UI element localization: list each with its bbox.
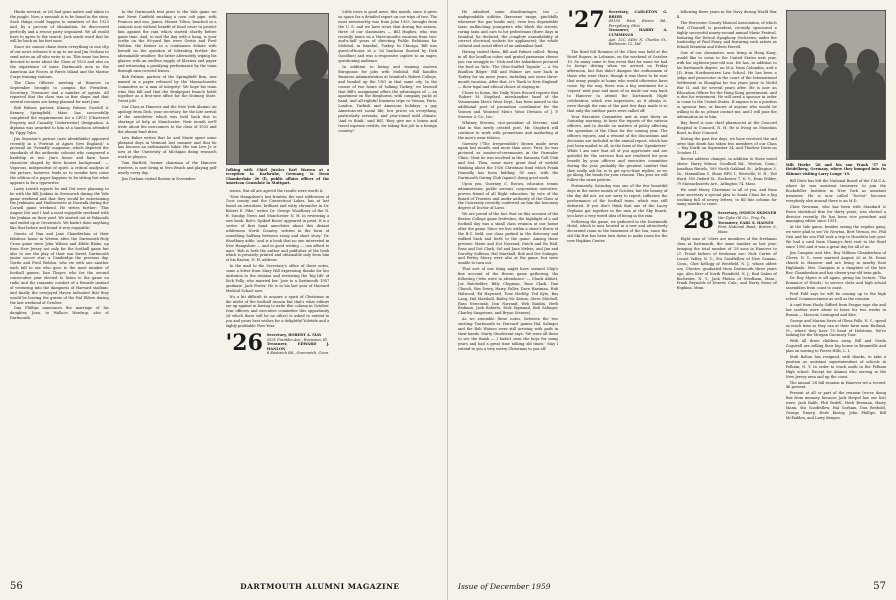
paragraph: Guerney ('The Irrepressible') Brown made news again last month, and more than once. First, he was pictured as master-of-ceremonies in the Parmalee Clinic. Next he was involved in the Sarasota Golf Club and lost. Then, some more great deal of wishful thinking about the 1926 Christmas fund which Frank Donnelly has been bidding. Of ours, with the Dartmouth Outing Club (again!) doing good work.: [458, 141, 559, 180]
paragraph: At the Yale game, besides seeing the regular gang, we were glad to see Vic Newton, Bert Vernon, etc. Phil Orsi and his son Phil took a trip to Honolulu last year. We had a card from Champ's first visit to the Bowl since 1950 and it was a great day for all of us.: [785, 225, 886, 249]
paragraph: Our Class in Hanover and the New York Alumni: an apology from Dick, your secretary, for the late arrival of the newsletter which was held back due to shortage of help at Manchester. Next month we'll write about the newcomers to the class of 1925 and the alumni fund drive.: [117, 105, 217, 134]
paragraph: George and Marion Davis of Glens Falls, N. Y., spend as much time as they can at their farm near Rutland, Vt., where they have 75 head of Holsteins. We're looking for the Morgan Guernsey Tour.: [785, 318, 886, 338]
paragraph: Recent address changes, in addition to those noted above: Harry Mitnor, Goodhall Rd., Weston, Conn.; Jonathan Rintels, 509 North Oakland St., Arlington 3, Va.; Maxmillian C. Shaw, RFD 1, Westville, N. H.; Ted Ward, 555 Oxford St., Rochester 7, N. Y.; Evan Wilder, 79 Massachusetts Ave., Arlington 74, Mass.: [676, 157, 777, 186]
paragraph: Jim Gorham visited Boston in November.: [121, 176, 196, 181]
issue-label: Issue of December 1959: [458, 582, 551, 591]
paragraph: following three years in the Navy during World War II.: [676, 10, 777, 19]
paragraph: Dr. Roy Myers is off again, giving his lecture, 'The Romance of Woods,' to service clubs and high school assemblies from coast to coast.: [785, 276, 886, 291]
left-col-4: [338, 10, 437, 578]
paragraph: Your Executive Committee met at nine thirty on Saturday morning, to hear the reports of the various officers, and to decide on matters of policy affecting the operation of the Class for the coming year. The officers reports, and a résumé of the discussions and decisions are included in the annual report, which has just been mailed to all, in the form of the 'Speaketeer.' While I am sure that all of you appreciate and are grateful for the services that are rendered for your benefit by your officers and executive committee during the year, probably the greatest comfort that they really ask for, is to get up-to-time replies, as we go along, the heads for your reunion. This year we will follow the same pattern.: [567, 114, 668, 183]
right-footer: [458, 581, 886, 592]
paragraph: During the past few days, we have received the sad news that death has taken two members of our Class — Ray Dorth on September 24, and Thurlow Davis on October 11.: [676, 136, 777, 156]
paragraph: Eight sons of '28ers are members of the freshman class at Dartmouth, the same number as last year, bringing the total number of '28 sons in Hanover to 27. Proud fathers of freshmen are: Nick Carter of Locust Valley, N. Y.; Stu Goodfellow of New Canaan, Conn.; Chet Kellogg of Westfield, N. J., whose oldest son, Chester, graduated from Dartmouth three years ago; Alec Kerr of North Plainfield, N. J.; Bud Oakes of Rochester, N. Y.; Jack Phelan of Needham, Mass.; Frank Reynolds of Denver, Colo.; and Harry Stone of Hopkins, Minn.: [676, 237, 777, 291]
paragraph: issues. But all are agreed the results were worth it.: [229, 188, 324, 193]
paragraph: Bob Palmer, partner, Kinney, Palmer, Goodell & Kenney, Springfield, Mass. has successfully completed the requirements for a CPCU (Chartered Property and Casualty Underwriter) designation. A diploma was awarded to him at a luncheon attended by Tippy Tyler.: [10, 106, 109, 135]
paragraph: One of our classmates, now living in Hong Kong, would like to come to the United States next year, with his eighteen-year-old son. He has, in addition to his Dartmouth degree, an M.A. from Columbia, and a J.D. from Northwestern Law School. He has been a judge and prosecutor in the court of the International Settlement in Shanghai for ten years prior to World War II, and for several years after. He is now an Education Officer for the Hong Kong government, and is due for retirement. He will need a sponsor in order to come to the United States. If anyone is in a position to sponsor him, or knows of anyone who would be willing to do so, please contact me, and I will pass the information on to him.: [676, 51, 777, 120]
paragraph: Whitney Stevens, vice-president of Stevens, said that in this newly created post, Mr. Stopford will continue to work with promotions and marketing of the men's wear fabrics.: [458, 120, 559, 140]
paragraph: Having visited them, Bill and Palmer called: 'Being in all the bouillon cubes and grated parmesan cheese you can smuggle in.' Dick and the Asbarkinos pictured the food as Yule: 'The Ohio-Stuffed Topside' — a 'No Bouillon Bilger.' Bill and Palmer are now back in Turkey for six more years, including one more three-month vacation. After that, it's 'Back to New England' — their legal and ethical choice of staying in.: [458, 50, 559, 89]
paragraph: Stub Bolton has resigned, with thanks, to take a position as assistant superintendent of schools in Pelham, N. Y. In order to teach math in the Pelham High school. Except for Alumni who serving in the New Jersey area and up the coast.: [785, 355, 886, 379]
class-number: '27: [567, 10, 605, 33]
paragraph: Dan Phillips announces the marriage of his daughter, Joan, to Wallace Wardrop, also of Dartmouth.: [10, 306, 109, 321]
class-officers: Secretary, CARLETON G. BRIER 49150 West Rivers Rd., Perrysburg, Ohio Treasurer, HARRY A. CUMMINGS Apt. 12C, 6400 N. Charles St., Baltimore 12, Md.: [608, 10, 668, 47]
paragraph: Present at all or part of the reunion (we're doing this from memory because Jack Herpel has our list) were: Jack Babb, Phil Bedell, Herb Brennan, Harry Mann, Stu Goodfellow, Hal Gorham, Don Beehold, George Emery, Herb Kinsey, John Phillips, Bill McFadden, and Larry Kenyon.: [785, 391, 886, 420]
paragraph: It's a bit difficult to acquire a spirit of Christmas in the midst of the football season but that's what editors are up against in having to write this column in October. Your officers and executive committee this opportunity (of which there will be no other) is asked to extend to you and yours best wishes for a delightful Yuletide and a highly profitable New Year.: [225, 294, 330, 329]
class-officers: Secretary, ROBERT A. MAY 5501 Franklin Ave., Evanston, Ill. Treasurer, EDWARD J. HANLON 8 Eastwich Rd., Greenwich, Conn.: [266, 333, 330, 356]
class-number: '28: [676, 208, 714, 235]
paragraph: Jim Campion and Mrs. Roy William Chamberlain of Clover, N. Y., were married August 20 at St. Denis church in Hanover and are living in nearby East Highlands. Mrs. Campion is a daughter of the late Rev. Chamberlain and has eleven-year-old twin girls.: [785, 250, 886, 275]
paragraph: The third fall Reunion of the Class was held at the Hotel Rogers, in Lebanon, on the weekend of October 10. So many came to this event that for some we had to forego driving when we arrived on Friday afternoon, but this didn't dampen the enthusiasm of those who were there, though it was there to be sure that many people at home who would otherwise have come. By the way, there was a big sentiment for a 'repeat' next year and most of us made our way back to Hanover to attend the Dartmouth Night celebration, which was impressive, as it always is, even though the rain of the past few days made it so that only the outdoor parts were called off.: [567, 49, 668, 113]
paragraph: Since we cannot chase down everything in one clip of our news releases it is up to me and Jim Gorham to send notes on all who write to us. This issue has been devoted to news about the Class of 1925 and also on the experience of some Dartmouth men in the American Air Forces at Parris Island and the Marine Corps training stations.: [10, 45, 109, 79]
paragraph: In the Dartmouth tent prior to the Yale game we met Newt Canfield smoking a corn cob pipe, with Frances and son, James. Homer Tilton, beached in a raincoat now without benefit of head cover to protect him against the rain which started shortly before game time. And, to end the day with a bang, is your scribe on the 89-yard line were Gertie and Fred Weldon, the former in a continuous debate with herself on the question of tolerating further the abominable weather; the latter alternately wiping his glasses with an endless supply of Kleenex and paper and witnessing a gratifying performance by the team through rain-covered lenses.: [117, 10, 217, 73]
class-number: '26: [225, 330, 263, 356]
photo-caption: Talking with Chief Justice Earl Warren at a reception in Karlsruhe, Germany, is Dean Chamberlain '26 (l), public affairs officer of the American Consulate in Stuttgart.: [225, 168, 330, 186]
paragraph: In the mail to the Secretary's office of these notes, came a letter from Mary Hill expressing thanks for her invitation to the reunion and reviewing the 'big life' of Dick Polly, who married her. Jose to a Dartmouth 1957 graduate. Jack Foster. He is in his last year of Harvard Medical School now.: [225, 264, 330, 293]
paragraph: A card from Hooly Gifford from Prague says she and her mother were about to leave for two weeks in Russia — Moscow, Leningrad and Kiev.: [785, 302, 886, 317]
class-officers: Secretary, OSMUN SKINNER Van Dyke Oil Co., Troy, Pa. Treasurer, EARL S. HAINES First National Bank, Boston 6, Mass.: [717, 211, 777, 234]
paragraph: Tom Bartlett, former chairman of the Hanover trustees, is now living in Vero Beach and playing golf nearly every day.: [117, 161, 217, 175]
left-col-1: [10, 10, 109, 578]
paragraph: Lew Baker writes that he and Marie spent some pleasant days in Vermont last summer and that he has become an enthusiastic hiker. His son Lew Jr. is now at the University of Michigan doing research work in physics.: [117, 135, 217, 160]
photo-chief-justice: [226, 13, 330, 165]
right-col-4: [786, 10, 886, 578]
paragraph: Bill Dietz has left the National Board of the Y.M.C.A. where he was assistant treasurer, to join the Rockefeller Institute in New York as assistant treasurer. He is now called 'Doctor' because everybody else around there is an M.D.: [785, 179, 886, 203]
left-col-2: [118, 10, 217, 578]
right-page: [448, 0, 896, 600]
paragraph: Ray Reed is now chief pharmacist at the Concord Hospital in Concord, N. H. He is living on Mountain Road, in East Concord.: [676, 120, 777, 135]
paragraph: As we assemble these notes, between the two exciting 'Dartmouth vs. Harvard' games Hal, Salinger and the Bob Watson were still arriving with pads in their hands. Marty Sturdevant says: 'We were all there to see the finish — I hadn't seen the boys for many years and had a great time talking old times.' May I extend to you a very merry Christmas to you all!: [458, 317, 559, 351]
left-footer: [10, 581, 437, 592]
magazine-title: DARTMOUTH ALUMNI MAGAZINE: [240, 582, 400, 591]
photo-hoehe-skinner: [786, 10, 886, 160]
paragraph: With all three children away, Bill and Gerda Cogswell are selling their big house in Bronxville and plan on moving to Forest Hills, L. I.: [785, 339, 886, 354]
right-col-3: [677, 10, 777, 578]
class-heading-26: [225, 330, 330, 356]
page-number: 57: [873, 581, 886, 592]
left-col-3: [226, 10, 330, 578]
paragraph: Guests of Nan and Jane Chamberlain at their fabulous home in Weston after the Dartmouth-Holy Cross game were John Wilson and Eddie Blake, up from New Jersey not only for the football game but also to see the play of their son David, Dartmouth junior soccer star; a Cambridge the previous day. Gertie and Fred Weldon, who vie with one another each fall to see who goes to the most number of football games; Dan Thayer, who for the second consecutive year elected to listen to the game on radio and the romantic comfort of a fireside instead of venturing into the dampness of Harvard stadium; and finally the overjoyed Haven indicated that they would be leaving the guests of the Hal Elders during the last weekend of October.: [10, 231, 109, 305]
paragraph: Larry Leavitt reports he and Dot were planning to be with the Bill Jenkins in Greenwich during the Yale game weekend and that they would be entertaining the Jenkinses and Hatheewites at Norwalk during the Cornell game weekend. He writes further: 'This August Dot and I had a most enjoyable weekend with the Jenkins on their yawl. We started out at Falmouth and ended up at Greenwich. We hadn't done anything like that before and found it very enjoyable.': [10, 186, 109, 230]
paragraph: Little news is good news, this month, since it gives us space for a detailed report on our trips of two. The most newsworthy was from John 1925, brought from the U. S. and we have news that during the season, three of our classmates — Bill Hughes, who was recently home on a three-months vacation from two-and-a-half years of directing Public Relations for Mobiloil, in Istanbul, Turkey. In Chicago, Bill was guest-of-honor at a '26 luncheon (hosted by Dick Goodhue) and was a responsive captive to an eager, questioning audience.: [338, 10, 437, 64]
paragraph: He admitted some disadvantages, too — undependable utilities (kerosene range, pinchbills whenever the gas bonks out); even less dependable taxis; unflinching youngsters who block the streets; raring taxis and cars to hit pedestrians (three days in Istanbul, he declared, the complete unavailability of correct electrical sockets for appliances); the whole cultural and social effect of an unfamiliar land.: [458, 10, 559, 49]
paragraph: Hindu servant; or (d) had gone native and taken to the jungle. Now, a messiah is to be found in the story. Such things could happen to members of the 1925 and, by a process of elimination, be discovered perfectly and a rescue party organized. We all would have to agree to the search. Jack sends word that he will be back on his feet soon.: [10, 10, 109, 44]
paragraph: The annual '28 fall reunion in Hanover set a record: 46 present.: [785, 380, 886, 390]
right-col-1: [458, 10, 558, 578]
paragraph: Chris Newman, who has been with Standard & Poors statistical firm for thirty years, was elected a director recently. He has been vice president and managing editor since 1951.: [785, 204, 886, 224]
page-number: 56: [10, 581, 23, 592]
paragraph: Upon you, Guerney C. Brown, educator, tennis administrator, public servant, corporation executive, proven friend of all Right education, by vote of the Board of Trustees and under authority of the Class at the University recently conferred on him the honorary degree of Doctor of Laws.: [458, 181, 559, 211]
paragraph: 'New Hampshire's last frontier, the vast wilderness of Coos county and the Connecticut Lakes, has at last found an articulate, brilliant and witty chronicler in Dr. Robert E. Pike,' writes Dr. George Woodbury of the N. H. Sunday News and Manchester N. H. in reviewing a new book. Bob's 'Spiked Boots' appeared in print. It is a 'series of first hand anecdotes about this distant wilderness North Country, written in the form of something halfway between essay and short story.' Dr. Woodbury adds: 'and is a book that no one interested in New Hampshire — and in good writing — can afford to miss.' Bob is both the author and publisher of the book which is privately printed and obtainable only from him at his Easton, N. H. address.: [225, 194, 330, 263]
paragraph: Fortunately, Saturday was one of the few beautiful days in the entire month of October, but the beauty of the day did not, we are sorry to report, influence the performance of the football team, which was still defeated. If you don't think that one of the Lacey Orphans got together in the rain at the Sky Ranch, you have a very weird idea of being in the rain.: [567, 184, 668, 218]
paragraph: Following the game, we gathered in the Dartmouth Hotel, which is now located in a new and attractively decorated room in the basement of the Inn, since the old Ski Hut has been torn down to make room for the new Hopkins Center.: [567, 219, 668, 244]
class-heading-28: [676, 208, 777, 235]
paragraph: That sort of one thing might have seemed Chip's fine account of the Brown game gathering, the following ('who were in attendance' — Chuck Abbott, Joe Batchelder, Billy Chipman, Ross Clark, Dan Church, Bus Drury, Harry Fuller, Dave Hartman, Hub Halwood, Ed Hayward, Tone Herlihy, Ted Kyte, Bus Lang, Hal Marshall, Bailey Mc Kenna, Steve Mitchell, Russ Newcomb, Don Norrand, Web Rankin, Herb Redman, Jack Roberts, Dick Sigmund, Bob Salinger, Charley Snagstone, and Bryan Stearns).: [458, 267, 559, 316]
paragraph: Closer to home, the Daily News Record reports that 'Robert M. Stopford, merchandise head of the Vonnamann Men's Wear Dept., has been named to the additional post of promotion coordinator for the Vosnen and Wonsted Men's Wear Division of J. P. Stevens & Co., Inc.': [458, 90, 559, 120]
paragraph: Fred Pohl says he will be coming up to the high school Commencement as well as the reunion.: [785, 292, 886, 302]
class-heading-27: [567, 10, 667, 47]
right-col-2: [567, 10, 667, 578]
paragraph: Jim Seymour's picture (now identifiable) appeared recently in a 'Portrait of Agnes New England,' a pictorial on 'Friendly' magazine, which depicted the standards of the authentic colonist who conquered a hardship or two. Jim's house and barn 'have character shaped by their honest background.' — Vigorous, independent of spirit. A critical analysis of the picture, however, leads us to wonder how come the edition of a paper happens to be sitting but what appears to be a typewriter.: [10, 136, 109, 185]
paragraph: In addition to hiring and training eastern Europeans for jobs with Mobiloil, Bill handles Business Administration at Istanbul's Robert College, and headed up the USO in that same city. In the course of two hours of 'talking Turkey,' we learned that Bill's assignment offers the advantages of — an apartment on the Bosphorus, with company yacht at hand, and all-rightful business trips to Vienna, Paris, London, Turkish and American holidays; a gay American-set social life; low prices on everything, particularly servants; and year-round mild climate. 'And to think,' said Bill, 'they give me a bonus and travel expense credits, for taking this job in a foreign country!': [338, 64, 437, 133]
photo-caption: Milt Hoehe '28 and his son Frank '57 in Heidelberg, Germany, where they bumped into Os Skinner visiting Larry Louge '19.: [785, 163, 886, 176]
paragraph: We send Merry Christmas to all of you, and from your secretary a special plea to Santa Claus for a big stocking full of newsy letters, to fill this column for many months to come.: [676, 187, 777, 207]
paragraph: Bob Palmer, partner of the Springfield firm, was named in a paper released by the Massachusetts Committee as 'a man of integrity.' We hope his team wins this fall and that the Bridgeport branch holds together as a first-rate office for the Nutmeg State. Great job!: [117, 74, 217, 104]
paragraph: The Class Officers' meeting at Hanover in September brought to campus the President, Secretary, Treasurer and a number of agents. All reported that the class was in fine shape and that several reunions are being planned for next June.: [10, 80, 109, 105]
paragraph: The Worcester County Musical Association, of which Paul O'Donnell is president, recently sponsored a highly successful ninety-second annual Music Festival, featuring the Detroit Symphony Orchestra, under the leadership of Paul Paray, and featuring such artists as Yehudi Menuhin and Eileen Farrell.: [676, 20, 777, 50]
paragraph: We are proud of the fact that on this account of the Boston College game festivities, the highlight of a sad football day was a small class reunion at our house after the game. Since we live within a stone's throw of the B.C. field, our class parked in the driveway and walked back and forth to the game. Among those present: Marie and Dot Norrand, Dutch and Bo Hall, Russ and Dot Clark, Sol and Jane Melvin, and Jim and Dorothy Sullivan, Hal Marshall, Bob and Dot Salinger, and Perley Merry were also at the game, but were unable to turn out.: [458, 212, 559, 266]
